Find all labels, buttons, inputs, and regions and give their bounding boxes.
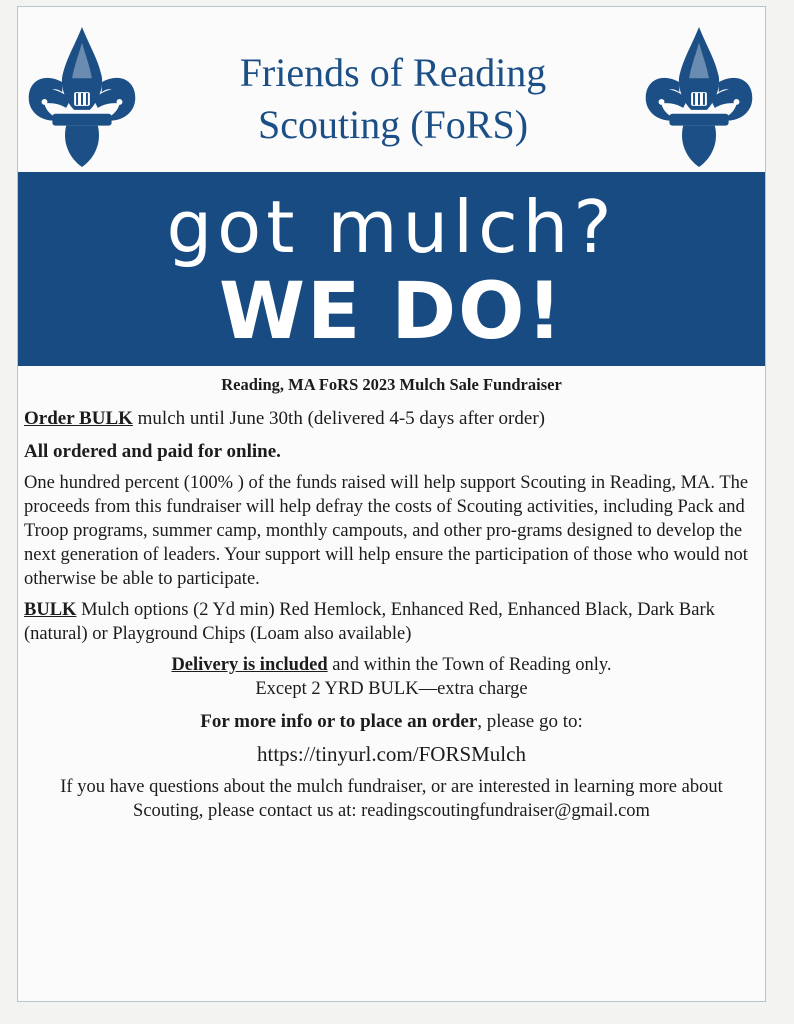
order-url[interactable]: https://tinyurl.com/FORSMulch	[257, 742, 526, 766]
organization-title	[148, 47, 638, 151]
delivery-area-text: and within the Town of Reading only.	[327, 655, 612, 675]
contact-paragraph: If you have questions about the mulch fundraiser, or are interested in learning more about Scouting, please contact us at: readingscoutingfundraiser@gmail.com	[60, 777, 723, 821]
delivery-info	[24, 653, 759, 701]
order-bulk-label: Order BULK	[24, 408, 133, 429]
fleur-de-lis-eagle-icon	[21, 23, 143, 171]
bulk-label: BULK	[24, 600, 77, 620]
more-info-line	[24, 710, 759, 734]
mulch-options	[24, 598, 759, 646]
delivery-included-label: Delivery is included	[171, 655, 328, 675]
flyer-body	[24, 369, 759, 823]
online-payment-note: All ordered and paid for online.	[24, 441, 281, 462]
delivery-exception: Except 2 YRD BULK—extra charge	[255, 679, 528, 699]
mulch-options-text: Mulch options (2 Yd min) Red Hemlock, Enhanced Red, Enhanced Black, Dark Bark (natural) or Playground Chips (Loam also available)	[24, 600, 715, 644]
fundraiser-subtitle: Reading, MA FoRS 2023 Mulch Sale Fundraiser	[221, 375, 562, 394]
flyer-page	[17, 6, 766, 1002]
banner-tagline: WE DO!	[218, 267, 565, 357]
more-info-text: , please go to:	[477, 711, 583, 732]
banner-headline: got mulch?	[166, 185, 617, 269]
more-info-label: For more info or to place an order	[200, 711, 478, 732]
headline-banner	[18, 172, 765, 366]
order-deadline	[24, 407, 759, 431]
order-deadline-text: mulch until June 30th (delivered 4-5 days after order)	[132, 408, 545, 429]
organization-title-line1: Friends of Reading	[239, 50, 547, 95]
fleur-de-lis-eagle-icon	[638, 23, 760, 171]
organization-title-line2: Scouting (FoRS)	[257, 102, 529, 147]
mission-paragraph: One hundred percent (100% ) of the funds raised will help support Scouting in Reading, MA. The proceeds from this fundraiser will help defray the costs of Scouting activities, including Pack and Troop programs, summer camp, monthly campouts, and other pro-grams designed to develop the next generation of leaders. Your support will help ensure the participation of those who would not otherwise be able to participate.	[24, 473, 749, 589]
